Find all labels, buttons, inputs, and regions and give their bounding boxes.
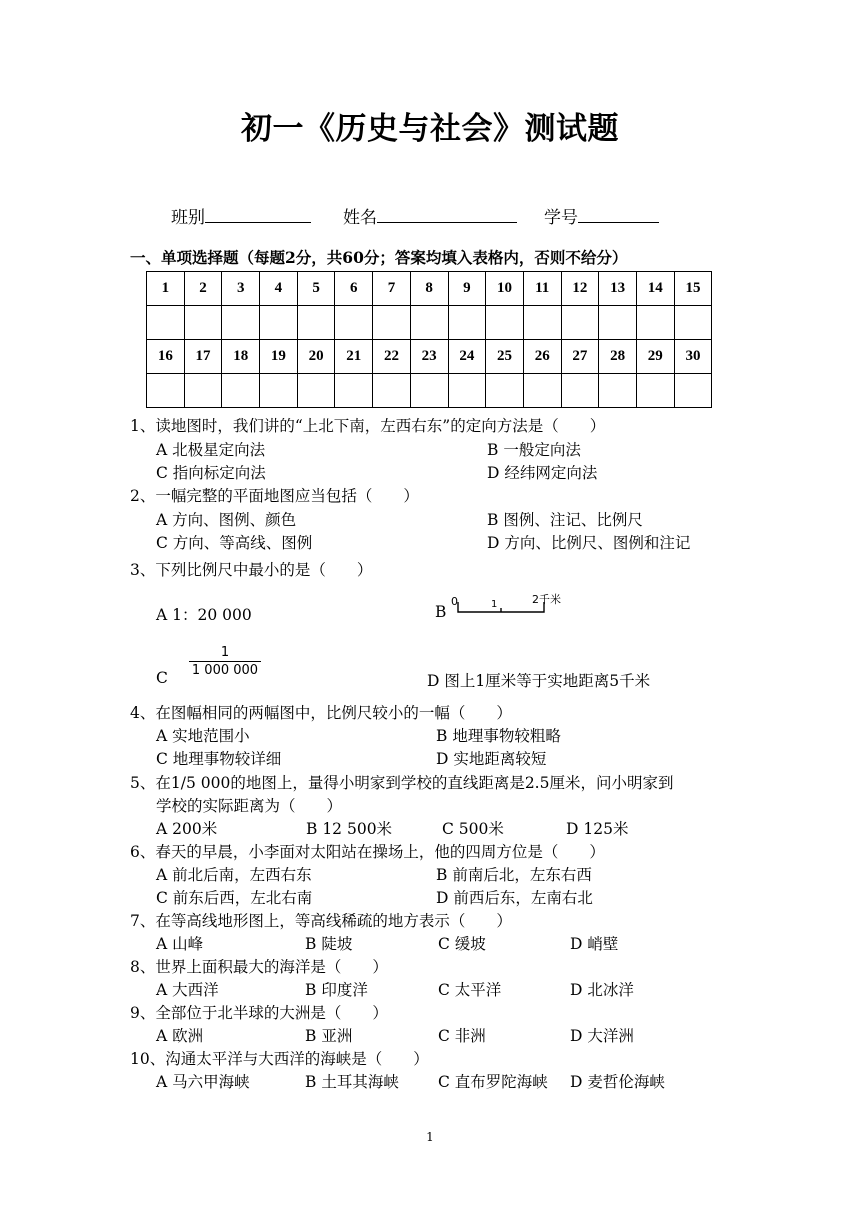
question-5-stem: 5、在1/5 000的地图上，量得小明家到学校的直线距离是2.5厘米，问小明家到 xyxy=(130,774,674,792)
answer-cell[interactable] xyxy=(147,306,185,340)
answer-cell[interactable] xyxy=(523,374,561,408)
question-1-option-b[interactable]: B 一般定向法 xyxy=(487,441,581,459)
question-8-stem: 8、世界上面积最大的海洋是（ ） xyxy=(130,958,388,976)
question-7-option-b[interactable]: B 陡坡 xyxy=(305,935,353,953)
answer-cell[interactable] xyxy=(335,374,373,408)
question-number-cell: 6 xyxy=(335,272,373,306)
question-8-option-b[interactable]: B 印度洋 xyxy=(305,981,368,999)
question-4-option-c[interactable]: C 地理事物较详细 xyxy=(156,750,282,768)
answer-cell[interactable] xyxy=(297,374,335,408)
answer-cell[interactable] xyxy=(674,374,712,408)
question-9-stem: 9、全部位于北半球的大洲是（ ） xyxy=(130,1004,388,1022)
fraction-denominator: 1 000 000 xyxy=(191,663,259,678)
question-number-cell: 28 xyxy=(599,340,637,374)
question-number-cell: 15 xyxy=(674,272,712,306)
scale-bar-label-0: 0 xyxy=(451,595,458,608)
document-title: 初一《历史与社会》测试题 xyxy=(241,111,619,147)
question-6-stem: 6、春天的早晨，小李面对太阳站在操场上，他的四周方位是（ ） xyxy=(130,843,605,861)
question-number-cell: 5 xyxy=(297,272,335,306)
name-label: 姓名 xyxy=(343,208,377,228)
question-4-option-b[interactable]: B 地理事物较粗略 xyxy=(436,727,561,745)
answer-cell[interactable] xyxy=(222,374,260,408)
class-field xyxy=(171,203,311,228)
question-number-cell: 3 xyxy=(222,272,260,306)
answer-cell[interactable] xyxy=(184,374,222,408)
question-9-option-b[interactable]: B 亚洲 xyxy=(305,1027,353,1045)
answer-cell[interactable] xyxy=(373,374,411,408)
student-id-blank[interactable] xyxy=(578,204,659,223)
answer-cell[interactable] xyxy=(448,306,486,340)
question-5-option-c[interactable]: C 500米 xyxy=(442,820,504,838)
question-7-option-c[interactable]: C 缓坡 xyxy=(438,935,486,953)
answer-cell[interactable] xyxy=(599,306,637,340)
question-number-cell: 17 xyxy=(184,340,222,374)
question-number-cell: 22 xyxy=(373,340,411,374)
question-3-option-b[interactable]: B xyxy=(435,603,447,621)
scale-bar-label-2: 2千米 xyxy=(532,593,561,606)
class-label: 班别 xyxy=(171,208,205,228)
question-number-cell: 19 xyxy=(260,340,298,374)
question-number-cell: 14 xyxy=(636,272,674,306)
question-5-option-d[interactable]: D 125米 xyxy=(566,820,629,838)
answer-cell[interactable] xyxy=(184,306,222,340)
question-number-cell: 13 xyxy=(599,272,637,306)
question-number-cell: 16 xyxy=(147,340,185,374)
question-2-option-a[interactable]: A 方向、图例、颜色 xyxy=(156,511,297,529)
scale-bar-label-1: 1 xyxy=(491,599,498,610)
page-number: 1 xyxy=(426,1130,434,1144)
class-blank[interactable] xyxy=(205,204,311,223)
question-4-option-d[interactable]: D 实地距离较短 xyxy=(436,750,547,768)
answer-cell[interactable] xyxy=(260,374,298,408)
question-5-option-b[interactable]: B 12 500米 xyxy=(306,820,393,838)
question-number-cell: 9 xyxy=(448,272,486,306)
scale-bar-figure xyxy=(448,590,578,620)
question-number-cell: 8 xyxy=(410,272,448,306)
question-10-stem: 10、沟通太平洋与大西洋的海峡是（ ） xyxy=(130,1050,429,1068)
question-number-cell: 12 xyxy=(561,272,599,306)
question-8-option-d[interactable]: D 北冰洋 xyxy=(570,981,634,999)
question-2-stem: 2、一幅完整的平面地图应当包括（ ） xyxy=(130,487,419,505)
question-1-option-a[interactable]: A 北极星定向法 xyxy=(156,441,266,459)
answer-table xyxy=(146,271,712,408)
answer-cell[interactable] xyxy=(561,374,599,408)
question-10-option-c[interactable]: C 直布罗陀海峡 xyxy=(438,1073,548,1091)
question-10-option-d[interactable]: D 麦哲伦海峡 xyxy=(570,1073,665,1091)
question-number-cell: 26 xyxy=(523,340,561,374)
question-number-cell: 1 xyxy=(147,272,185,306)
question-4-stem: 4、在图幅相同的两幅图中，比例尺较小的一幅（ ） xyxy=(130,704,512,722)
question-number-cell: 25 xyxy=(486,340,524,374)
question-10-option-b[interactable]: B 土耳其海峡 xyxy=(305,1073,399,1091)
answer-cell[interactable] xyxy=(486,306,524,340)
question-number-cell: 7 xyxy=(373,272,411,306)
question-5-option-a[interactable]: A 200米 xyxy=(156,820,218,838)
question-number-cell: 23 xyxy=(410,340,448,374)
section-heading: 一、单项选择题（每题2分，共60分；答案均填入表格内，否则不给分） xyxy=(130,248,628,267)
question-2-option-d[interactable]: D 方向、比例尺、图例和注记 xyxy=(487,534,691,552)
answer-cell[interactable] xyxy=(486,374,524,408)
question-number-cell: 27 xyxy=(561,340,599,374)
answer-cell[interactable] xyxy=(222,306,260,340)
question-7-option-a[interactable]: A 山峰 xyxy=(156,935,204,953)
answer-cell[interactable] xyxy=(335,306,373,340)
answer-table-answer-row-2 xyxy=(147,374,712,408)
answer-cell[interactable] xyxy=(523,306,561,340)
question-7-option-d[interactable]: D 峭壁 xyxy=(570,935,619,953)
answer-table-header-row-2 xyxy=(147,340,712,374)
fraction-scale xyxy=(189,645,261,678)
question-number-cell: 18 xyxy=(222,340,260,374)
answer-table-answer-row-1 xyxy=(147,306,712,340)
question-6-option-a[interactable]: A 前北后南，左西右东 xyxy=(156,866,312,884)
question-9-option-d[interactable]: D 大洋洲 xyxy=(570,1027,634,1045)
question-6-option-d[interactable]: D 前西后东，左南右北 xyxy=(436,889,593,907)
question-1-option-c[interactable]: C 指向标定向法 xyxy=(156,464,266,482)
question-5-stem-continued: 学校的实际距离为（ ） xyxy=(156,797,343,815)
answer-cell[interactable] xyxy=(636,374,674,408)
question-number-cell: 24 xyxy=(448,340,486,374)
fraction-numerator: 1 xyxy=(189,645,261,662)
name-field xyxy=(343,203,517,228)
name-blank[interactable] xyxy=(377,204,517,223)
answer-cell[interactable] xyxy=(448,374,486,408)
answer-cell[interactable] xyxy=(297,306,335,340)
answer-cell[interactable] xyxy=(561,306,599,340)
question-number-cell: 30 xyxy=(674,340,712,374)
question-8-option-c[interactable]: C 太平洋 xyxy=(438,981,502,999)
question-3-stem: 3、下列比例尺中最小的是（ ） xyxy=(130,561,373,579)
student-id-field xyxy=(544,203,659,228)
student-id-label: 学号 xyxy=(544,208,578,228)
question-6-option-c[interactable]: C 前东后西，左北右南 xyxy=(156,889,313,907)
question-number-cell: 29 xyxy=(636,340,674,374)
question-3-option-c[interactable]: C xyxy=(156,669,168,687)
question-9-option-c[interactable]: C 非洲 xyxy=(438,1027,486,1045)
answer-cell[interactable] xyxy=(410,306,448,340)
question-2-option-b[interactable]: B 图例、注记、比例尺 xyxy=(487,511,643,529)
answer-cell[interactable] xyxy=(260,306,298,340)
question-number-cell: 20 xyxy=(297,340,335,374)
question-10-option-a[interactable]: A 马六甲海峡 xyxy=(156,1073,250,1091)
question-3-option-d[interactable]: D 图上1厘米等于实地距离5千米 xyxy=(427,672,651,690)
answer-cell[interactable] xyxy=(147,374,185,408)
answer-cell[interactable] xyxy=(373,306,411,340)
question-3-option-a[interactable]: A 1：20 000 xyxy=(156,606,252,624)
answer-cell[interactable] xyxy=(410,374,448,408)
question-6-option-b[interactable]: B 前南后北，左东右西 xyxy=(436,866,592,884)
answer-table-header-row-1 xyxy=(147,272,712,306)
question-1-stem: 1、读地图时，我们讲的“上北下南，左西右东”的定向方法是（ ） xyxy=(130,417,606,435)
question-8-option-a[interactable]: A 大西洋 xyxy=(156,981,219,999)
answer-cell[interactable] xyxy=(674,306,712,340)
question-number-cell: 10 xyxy=(486,272,524,306)
question-number-cell: 11 xyxy=(523,272,561,306)
answer-cell[interactable] xyxy=(599,374,637,408)
question-1-option-d[interactable]: D 经纬网定向法 xyxy=(487,464,598,482)
question-number-cell: 4 xyxy=(260,272,298,306)
question-number-cell: 21 xyxy=(335,340,373,374)
question-2-option-c[interactable]: C 方向、等高线、图例 xyxy=(156,534,313,552)
answer-cell[interactable] xyxy=(636,306,674,340)
question-number-cell: 2 xyxy=(184,272,222,306)
question-4-option-a[interactable]: A 实地范围小 xyxy=(156,727,250,745)
question-7-stem: 7、在等高线地形图上，等高线稀疏的地方表示（ ） xyxy=(130,912,512,930)
question-9-option-a[interactable]: A 欧洲 xyxy=(156,1027,204,1045)
